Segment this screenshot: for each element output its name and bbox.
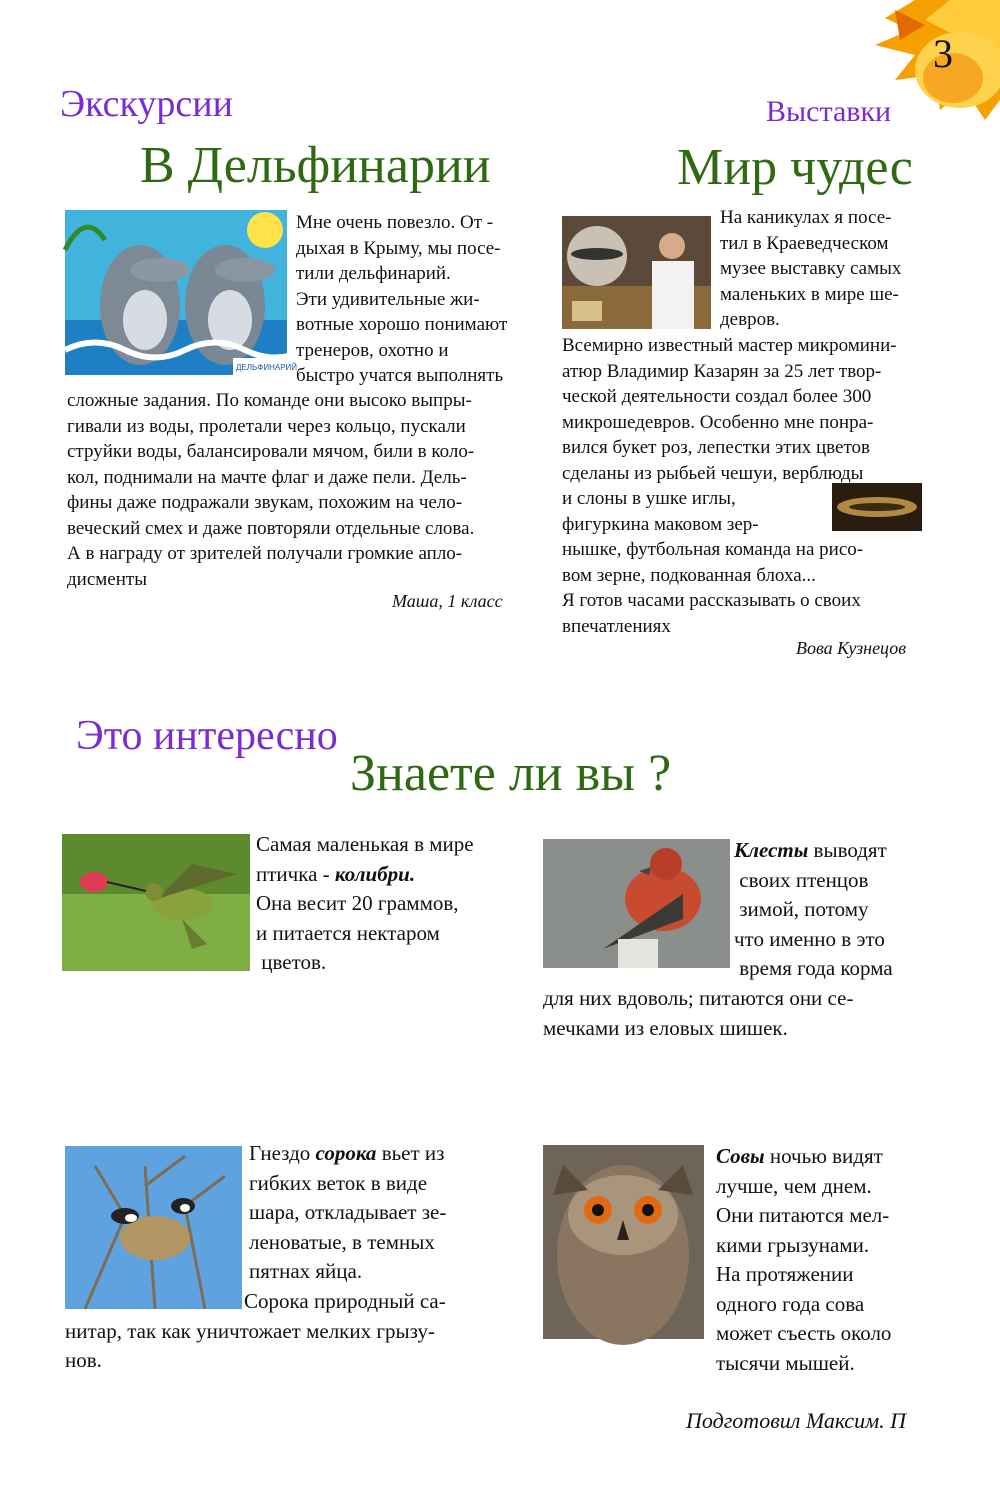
text-fragment: вьет из <box>376 1141 445 1165</box>
text-line <box>716 1142 986 1172</box>
headline-world-of-wonders: Мир чудес <box>677 139 913 196</box>
text-line: кими грызунами. <box>716 1232 870 1257</box>
author-signature-masha: Маша, 1 класс <box>392 591 503 611</box>
text-line: быстро учатся выполнять <box>296 365 504 386</box>
exhibition-text-beside <box>720 205 950 333</box>
needle-miniature-photo <box>832 483 922 531</box>
magpie-nest-photo <box>65 1146 242 1309</box>
text-line: Эти удивительные жи- <box>296 288 480 310</box>
text-line: девров. <box>720 309 780 330</box>
text-line: тили дельфинарий. <box>296 263 451 284</box>
text-line: На протяжении <box>716 1262 854 1286</box>
dolphins-photo <box>65 210 298 375</box>
text-line: кол, поднимали на мачте флаг и даже пели. Дель- <box>67 466 467 488</box>
highlight-magpie: сорока <box>315 1141 377 1165</box>
text-fragment: ночью видят <box>764 1144 883 1168</box>
author-signature-vova: Вова Кузнецов <box>796 638 907 658</box>
text-line: вом зерне, подкованная блоха... <box>562 564 816 586</box>
headline-did-you-know: Знаете ли вы ? <box>350 745 672 802</box>
section-label-exhibitions: Выставки <box>766 95 892 128</box>
text-line: фигуркина маковом зер- <box>562 513 759 535</box>
text-line: что именно в это <box>734 926 885 951</box>
text-line: нитар, так как уничтожает мелких грызу- <box>65 1318 435 1343</box>
text-line: одного года сова <box>716 1291 865 1316</box>
text-line: вотные хорошо понимают <box>296 314 508 335</box>
text-line: маленьких в мире ше- <box>720 283 899 305</box>
text-line: тил в Краеведческом <box>720 232 889 254</box>
text-line: и питается нектаром <box>256 920 440 945</box>
museum-photo <box>562 216 711 329</box>
owl-photo <box>543 1145 704 1339</box>
text-line: вился букет роз, лепестки этих цветов <box>562 437 870 458</box>
text-line: пятнах яйца. <box>249 1259 363 1283</box>
text-fragment: выводят <box>808 838 887 862</box>
text-line <box>734 836 984 866</box>
crossbill-text <box>734 836 984 984</box>
text-line: струйки воды, балансировали мячом, били в коло- <box>67 441 475 462</box>
section-label-excursions: Экскурсии <box>60 83 233 125</box>
text-line: нов. <box>65 1348 102 1372</box>
page-number: 3 <box>933 31 953 76</box>
text-line: для них вдоволь; питаются они се- <box>543 986 854 1010</box>
text-line: микрошедевров. Особенно мне понра- <box>562 411 874 433</box>
text-line: впечатлениях <box>562 615 671 637</box>
text-line: Мне очень повезло. От - <box>296 212 494 233</box>
text-line: мечками из еловых шишек. <box>543 1015 788 1040</box>
text-line: веческий смех и даже повторяли отдельные слова. <box>67 517 475 539</box>
author-signature-maxim: Подготовил Максим. П <box>686 1408 906 1433</box>
text-line: Она весит 20 граммов, <box>256 891 459 915</box>
text-line: На каникулах я посе- <box>720 207 892 228</box>
text-line: тысячи мышей. <box>716 1350 855 1375</box>
highlight-hummingbird: колибри. <box>334 861 416 886</box>
text-fragment: птичка - <box>256 861 335 886</box>
text-line: ческой деятельности создал более 300 <box>562 386 872 407</box>
text-line: Я готов часами рассказывать о своих <box>562 590 861 611</box>
highlight-owls: Совы <box>716 1144 765 1168</box>
text-line: А в награду от зрителей получали громкие апло- <box>67 543 463 564</box>
text-line: Самая маленькая в мире <box>256 832 474 856</box>
crossbill-photo <box>543 839 730 968</box>
crossbill-text-continued <box>543 984 963 1043</box>
dolphinarium-text-below <box>67 388 537 592</box>
highlight-crossbill: Клесты <box>734 838 809 862</box>
magpie-text-continued <box>65 1287 525 1376</box>
text-line: шара, откладывает зе- <box>249 1200 447 1224</box>
text-line: Сорока природный са- <box>244 1289 446 1313</box>
text-line: нышке, футбольная команда на рисо- <box>562 539 864 560</box>
text-line: тренеров, охотно и <box>296 339 449 361</box>
text-line <box>256 860 536 890</box>
text-line: гивали из воды, пролетали через кольцо, пускали <box>67 415 466 437</box>
dolphinarium-text-beside <box>296 210 531 389</box>
owl-text <box>716 1142 986 1378</box>
text-line: музее выставку самых <box>720 258 902 279</box>
magpie-text <box>249 1139 509 1287</box>
text-line: зимой, потому <box>734 897 869 921</box>
headline-dolphinarium: В Дельфинарии <box>140 137 491 194</box>
text-line: может съесть около <box>716 1321 892 1345</box>
text-line: дыхая в Крыму, мы посе- <box>296 237 501 259</box>
text-line: Они питаются мел- <box>716 1203 890 1227</box>
text-line: и слоны в ушке иглы, <box>562 488 736 509</box>
hummingbird-text <box>256 830 536 978</box>
text-line: атюр Владимир Казарян за 25 лет твор- <box>562 360 882 382</box>
text-fragment: Гнездо <box>249 1141 316 1165</box>
text-line: фины даже подражали звукам, похожим на чело- <box>67 492 463 513</box>
section-label-interesting: Это интересно <box>76 713 338 759</box>
text-line: лучше, чем днем. <box>716 1173 872 1198</box>
text-line: своих птенцов <box>734 867 869 892</box>
text-line: гибких веток в виде <box>249 1170 428 1195</box>
text-line: цветов. <box>256 950 327 974</box>
text-line: сделаны из рыбьей чешуи, верблюды <box>562 462 864 484</box>
dolphinarium-logo-text: ДЕЛЬФИНАРИЙ <box>236 363 298 372</box>
hummingbird-photo <box>62 834 250 971</box>
text-line: дисменты <box>67 568 147 590</box>
text-line: сложные задания. По команде они высоко выпры- <box>67 390 472 411</box>
text-line <box>249 1139 509 1169</box>
text-line: леноватые, в темных <box>249 1229 435 1254</box>
text-line: Всемирно известный мастер микромини- <box>562 335 897 356</box>
text-line: время года корма <box>734 956 893 980</box>
